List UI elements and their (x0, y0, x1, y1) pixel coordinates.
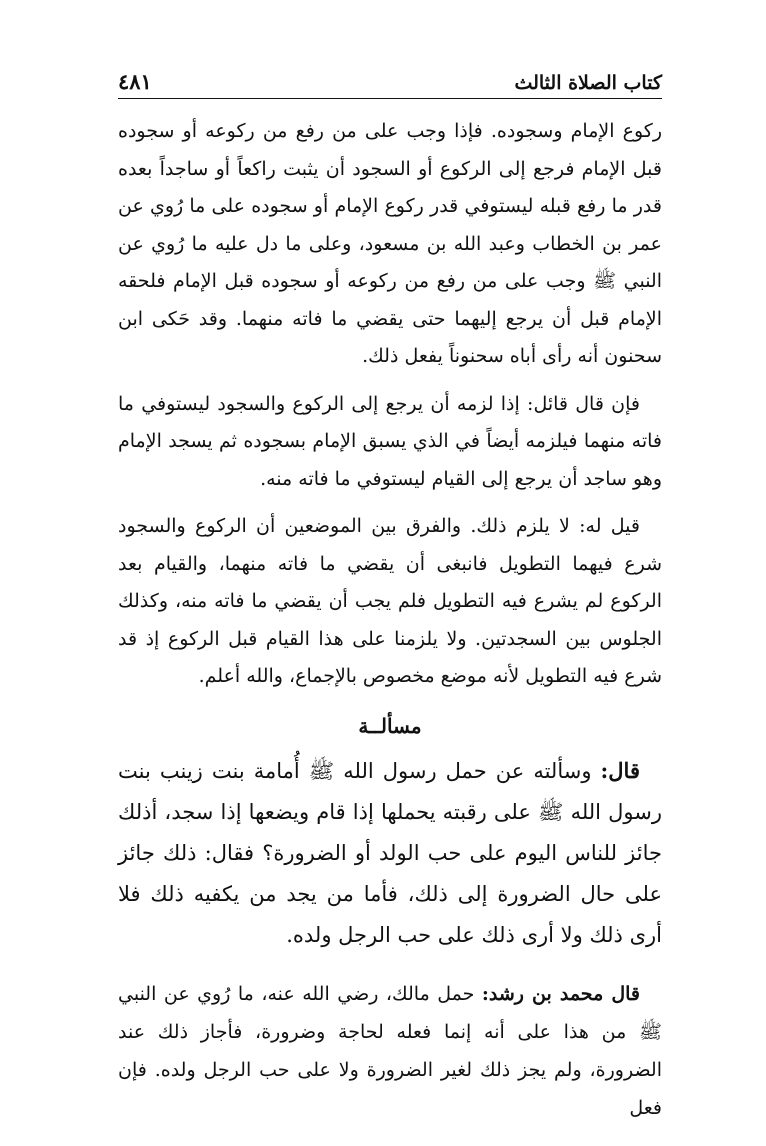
running-header (118, 58, 662, 99)
paragraph-objection: فإن قال قائل: إذا لزمه أن يرجع إلى الركوع والسجود ليستوفي ما فاته منهما فيلزمه أيضاً في الذي يسبق الإمام بسجوده ثم يسجد الإمام وهو ساجد أن يرجع إلى القيام ليستوفي ما فاته منه. (118, 392, 662, 490)
chapter-title: كتاب الصلاة الثالث (514, 72, 662, 94)
page-body (118, 113, 662, 1146)
section-heading: مسألــة (358, 713, 422, 738)
paragraph-continuation: ركوع الإمام وسجوده. فإذا وجب على من رفع من ركوعه أو سجوده قبل الإمام فرجع إلى الركوع أو السجود أن يثبت راكعاً أو ساجداً بعده قدر ما رفع قبله ليستوفي قدر ركوع الإمام أو سجوده على ما رُوي عن عمر بن الخطاب وعبد الله بن مسعود، وعلى ما دل عليه ما رُوي عن النبي ﷺ وجب على من رفع من ركوعه أو سجوده قبل الإمام فلحقه الإمام قبل أن يرجع إليهما حتى يقضي ما فاته منهما. وقد حَكى ابن سحنون أنه رأى أباه سحنوناً يفعل ذلك. (118, 120, 662, 367)
question-paragraph (118, 750, 662, 956)
commentary-speaker: قال محمد بن رشد: (481, 982, 640, 1005)
page-number: ٤٨١ (118, 69, 152, 94)
question-speaker: قال: (600, 757, 640, 783)
commentary-paragraph (118, 975, 662, 1127)
commentary-text: حمل مالك، رضي الله عنه، ما رُوي عن النبي ﷺ من هذا على أنه إنما فعله لحاجة وضرورة، فأجاز ذلك عند الضرورة، ولم يجز ذلك لغير الضرورة ولا على حب الرجل ولده. فإن فعل (118, 982, 662, 1119)
paragraph-reply: قيل له: لا يلزم ذلك. والفرق بين الموضعين أن الركوع والسجود شرع فيهما التطويل فانبغى أن يقضي ما فاته منهما، والقيام بعد الركوع لم يشرع فيه التطويل فلم يجب أن يقضي ما فاته منه، وكذلك الجلوس بين السجدتين. ولا يلزمنا على هذا القيام قبل الركوع إذ قد شرع فيه التطويل لأنه موضع مخصوص بالإجماع، والله أعلم. (118, 515, 662, 687)
question-text: وسألته عن حمل رسول الله ﷺ أُمامة بنت زينب بنت رسول الله ﷺ على رقبته يحملها إذا قام ويضعها إذا سجد، أذلك جائز للناس اليوم على حب الولد أو الضرورة؟ فقال: ذلك جائز على حال الضرورة إلى ذلك، فأما من يجد من يكفيه ذلك فلا أرى ذلك ولا أرى ذلك على حب الرجل ولده. (118, 758, 662, 947)
